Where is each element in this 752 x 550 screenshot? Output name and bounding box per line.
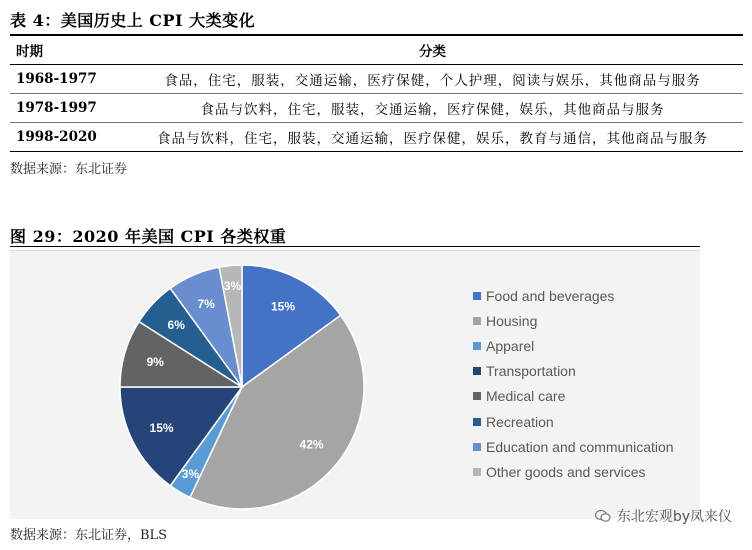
pie-label-apparel: 3%: [181, 467, 200, 482]
header-period: 时期: [10, 36, 122, 65]
legend-item-food-and-beverages: [473, 283, 674, 308]
pie-chart: [10, 251, 470, 519]
pie-label-transportation: 15%: [149, 420, 174, 435]
pie-label-education-and-communication: 7%: [197, 297, 215, 312]
row-items: 食品与饮料，住宅，服装，交通运输，医疗保健，娱乐，其他商品与服务: [200, 102, 665, 118]
watermark: [595, 506, 732, 526]
figure-source: 数据来源：东北证券，BLS: [10, 528, 168, 543]
legend-label: Food and beverages: [486, 287, 615, 304]
pie-label-other-goods-and-services: 3%: [223, 279, 242, 294]
table-row: [10, 123, 743, 152]
cpi-category-table: [10, 36, 743, 152]
pie-label-food-and-beverages: 15%: [270, 299, 296, 314]
row-items: 食品，住宅，服装，交通运输，医疗保健，个人护理，阅读与娱乐，其他商品与服务: [164, 73, 701, 89]
legend-swatch: [473, 317, 481, 325]
row-period: 1998-2020: [16, 129, 97, 145]
chart-legend: [473, 283, 674, 485]
table-row: [10, 94, 743, 123]
header-category: 分类: [122, 36, 743, 65]
legend-label: Education and communication: [486, 438, 674, 455]
pie-label-medical-care: 9%: [146, 354, 164, 369]
legend-swatch: [473, 468, 481, 476]
legend-item-apparel: [473, 333, 674, 358]
pie-label-recreation: 6%: [167, 318, 185, 333]
wechat-icon: [595, 509, 611, 523]
figure-top-rule: [10, 246, 700, 247]
legend-label: Recreation: [486, 413, 554, 430]
legend-label: Transportation: [486, 363, 576, 380]
legend-item-other-goods-and-services: [473, 459, 674, 484]
legend-label: Other goods and services: [486, 463, 646, 480]
legend-label: Housing: [486, 312, 538, 329]
legend-swatch: [473, 342, 481, 350]
row-period: 1978-1997: [16, 100, 97, 116]
table-row: [10, 65, 743, 94]
legend-swatch: [473, 292, 481, 300]
table-source: 数据来源：东北证券: [10, 162, 128, 177]
legend-swatch: [473, 443, 481, 451]
row-period: 1968-1977: [16, 71, 97, 87]
table-header-row: [10, 36, 743, 65]
legend-swatch: [473, 367, 481, 375]
pie-label-housing: 42%: [299, 437, 324, 452]
legend-label: Medical care: [486, 388, 566, 405]
watermark-text: 东北宏观by凤来仪: [616, 509, 732, 525]
legend-item-housing: [473, 308, 674, 333]
figure-title: 图 29：2020 年美国 CPI 各类权重: [10, 227, 287, 246]
legend-item-education-and-communication: [473, 434, 674, 459]
table-title: 表 4：美国历史上 CPI 大类变化: [10, 11, 256, 30]
legend-item-transportation: [473, 359, 674, 384]
legend-item-medical-care: [473, 384, 674, 409]
row-items: 食品与饮料，住宅，服装，交通运输，医疗保健，娱乐，教育与通信，其他商品与服务: [157, 131, 708, 147]
legend-label: Apparel: [486, 337, 535, 354]
legend-swatch: [473, 418, 481, 426]
legend-swatch: [473, 392, 481, 400]
legend-item-recreation: [473, 409, 674, 434]
chart-area: [10, 250, 700, 519]
